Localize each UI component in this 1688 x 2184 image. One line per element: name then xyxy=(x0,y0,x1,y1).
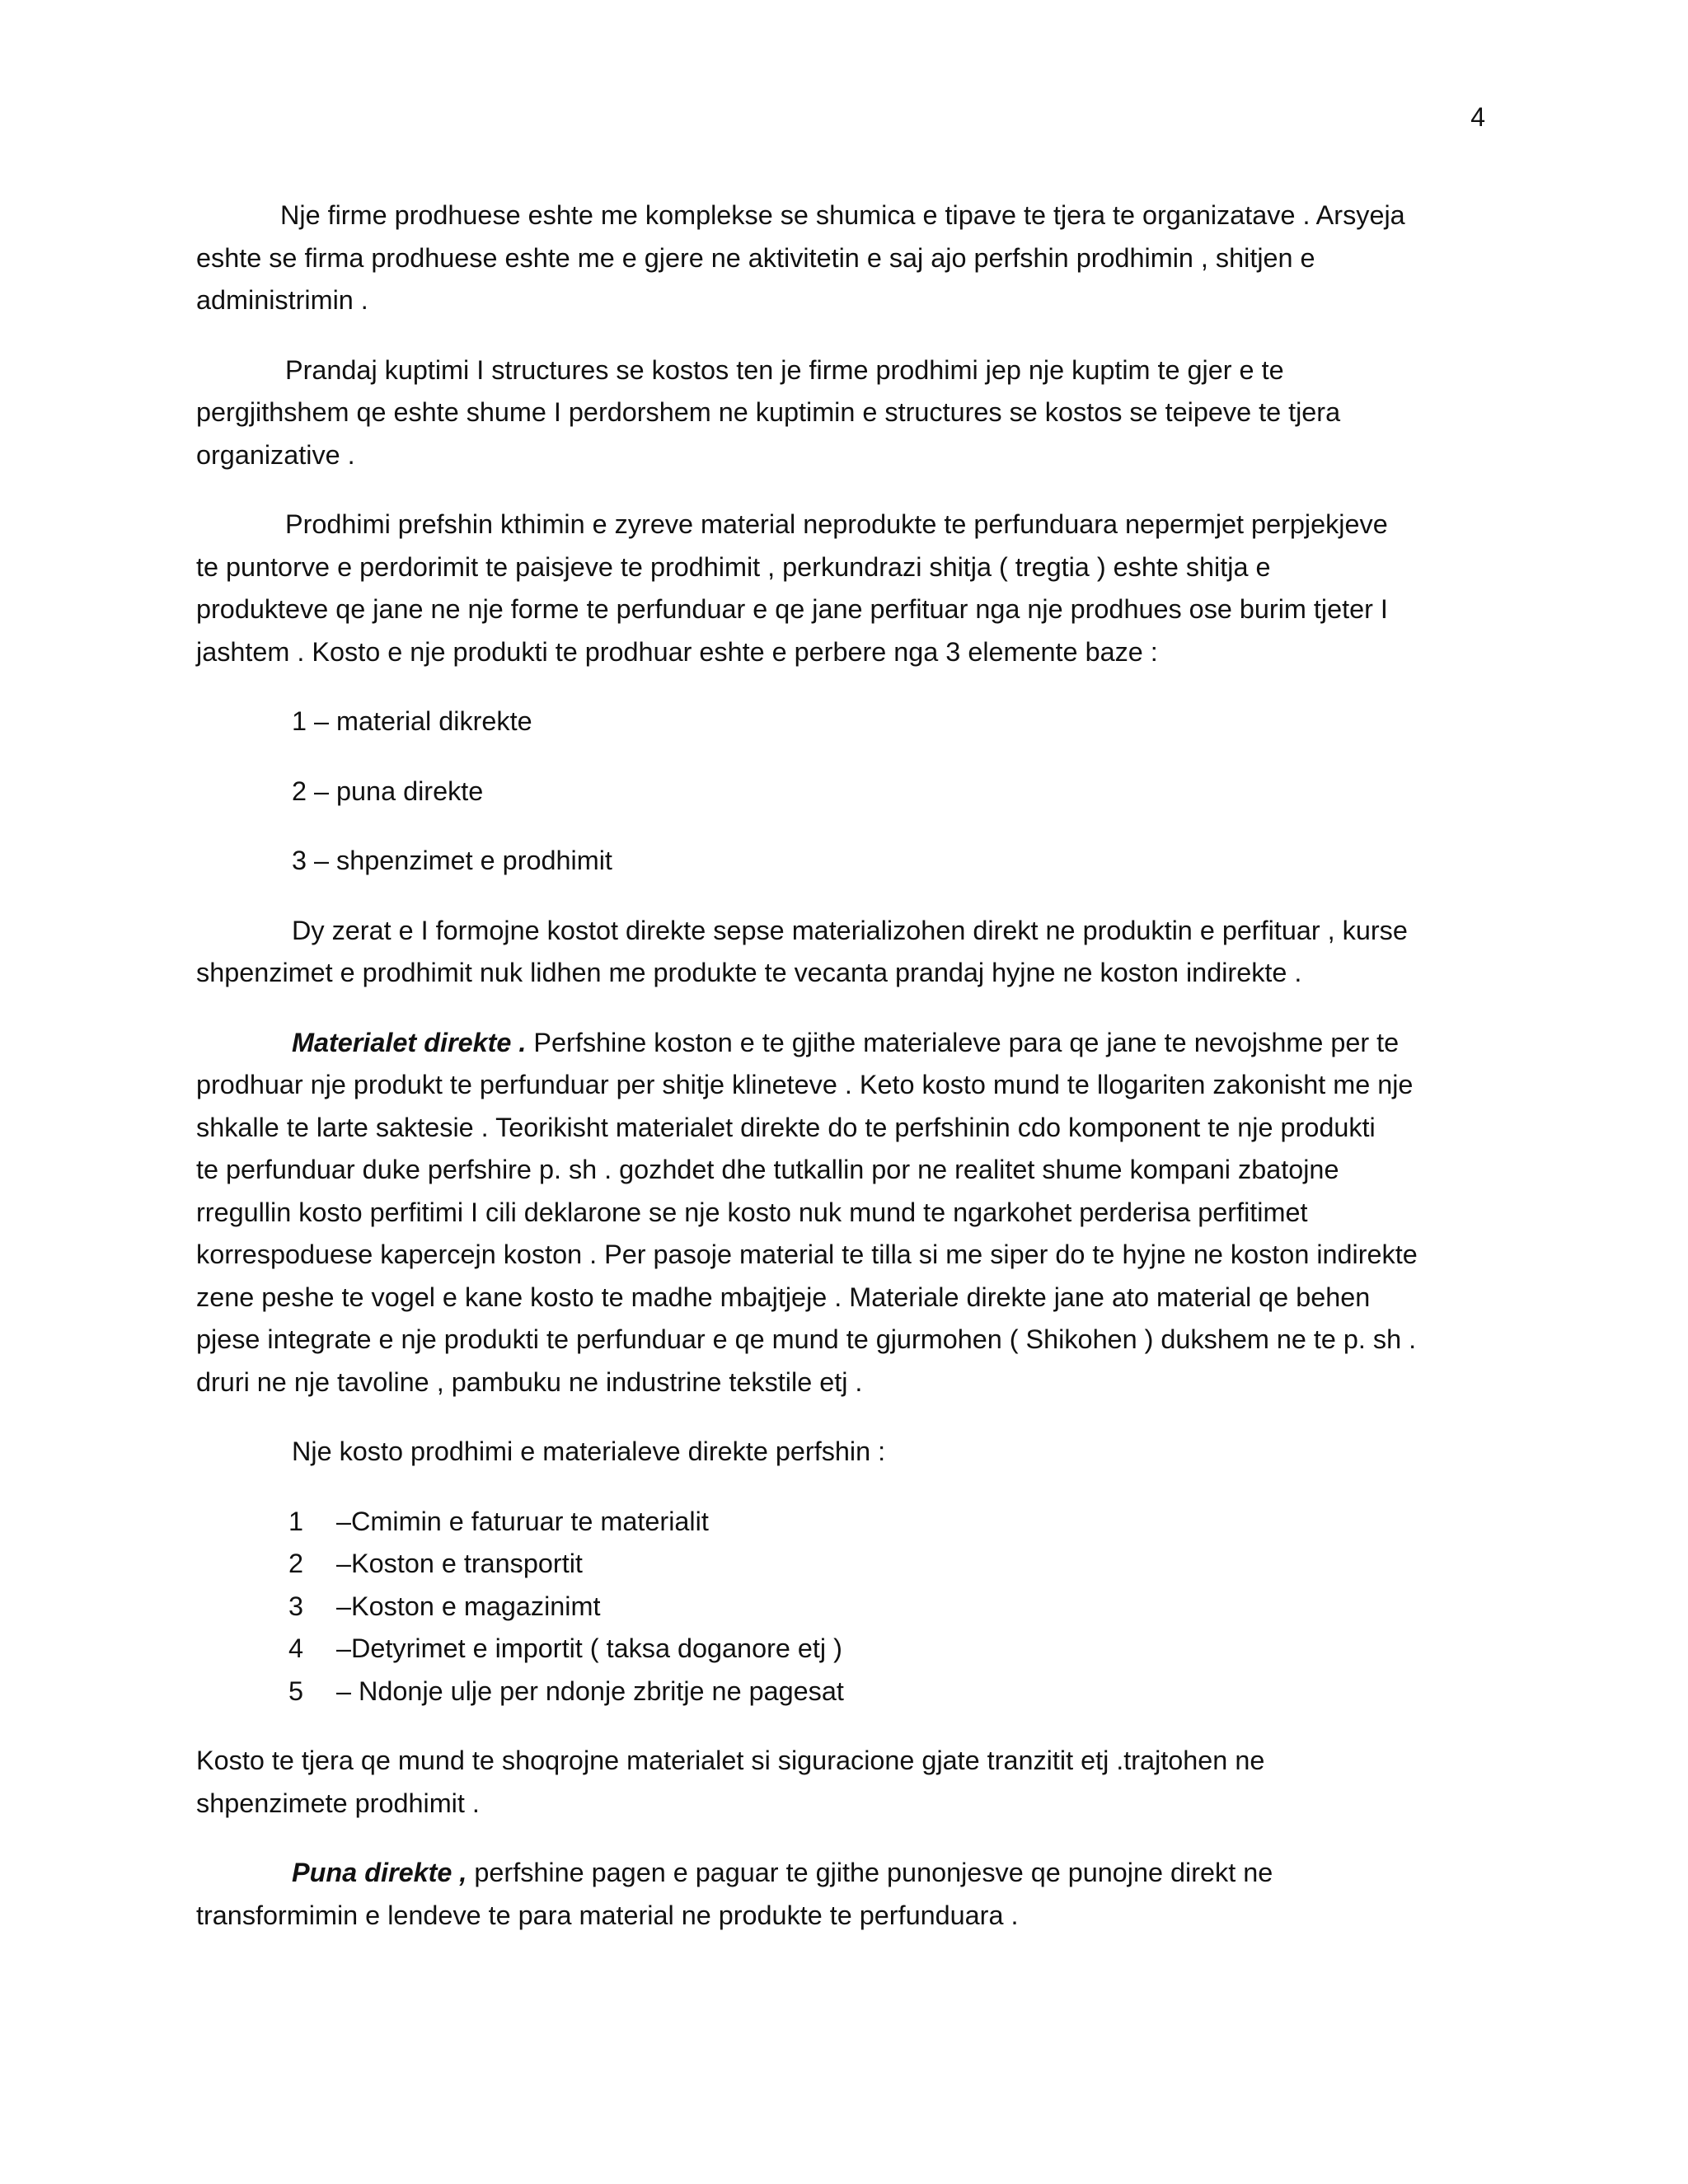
text-line: jashtem . Kosto e nje produkti te prodhuar eshte e perbere nga 3 elemente baze : xyxy=(196,636,1158,667)
cost-items-list xyxy=(196,1501,1497,1713)
text-line: Dy zerat e I formojne kostot direkte sepse materializohen direkt ne produktin e perfituar , kurse xyxy=(292,915,1408,945)
text-line: administrimin . xyxy=(196,285,368,315)
list-number: 1 xyxy=(288,1506,304,1536)
text-span: Perfshine koston e te gjithe materialeve para qe jane te nevojshme per te xyxy=(526,1027,1400,1057)
paragraph-other-costs xyxy=(196,1740,1497,1825)
text-line: pjese integrate e nje produkti te perfunduar e qe mund te gjurmohen ( Shikohen ) dukshem ne te p. sh . xyxy=(196,1324,1417,1354)
element-item-1: 1 – material dikrekte xyxy=(292,706,532,736)
paragraph-direct-materials xyxy=(196,1022,1497,1404)
list-item xyxy=(196,1543,1497,1586)
text-line: shpenzimet e prodhimit nuk lidhen me produkte te vecanta prandaj hyjne ne koston indirekte . xyxy=(196,958,1302,987)
text-line: Kosto te tjera qe mund te shoqrojne materialet si siguracione gjate tranzitit etj .trajtohen ne xyxy=(196,1746,1265,1775)
list-item xyxy=(196,1671,1497,1713)
paragraph-cost-intro xyxy=(196,1431,1497,1474)
list-number: 5 xyxy=(288,1675,304,1706)
text-line: druri ne nje tavoline , pambuku ne industrine tekstile etj . xyxy=(196,1366,863,1397)
text-line: pergjithshem qe eshte shume I perdorshem ne kuptimin e structures se kostos se teipeve te tjera xyxy=(196,397,1341,427)
list-item xyxy=(196,1501,1497,1544)
section-heading-materials: Materialet direkte . xyxy=(292,1027,527,1057)
list-item xyxy=(196,1586,1497,1629)
text-line: Nje firme prodhuese eshte me komplekse se shumica e tipave te tjera te organizatave . Arsyeja xyxy=(280,200,1405,230)
text-line xyxy=(196,1852,1497,1895)
text-line: eshte se firma prodhuese eshte me e gjere ne aktivitetin e saj ajo perfshin prodhimin , shitjen e xyxy=(196,242,1315,273)
list-text: –Detyrimet e importit ( taksa doganore etj ) xyxy=(336,1633,842,1663)
text-line: Prodhimi prefshin kthimin e zyreve material neprodukte te perfunduara nepermjet perpjekjeve xyxy=(285,509,1388,539)
text-line: korrespoduese kapercejn koston . Per pasoje material te tilla si me siper do te hyjne ne koston indirekte xyxy=(196,1240,1418,1269)
page-number: 4 xyxy=(1470,102,1485,132)
paragraph-direct-labor xyxy=(196,1852,1497,1937)
text-line: organizative . xyxy=(196,439,355,470)
paragraph-production xyxy=(196,504,1497,673)
text-span: perfshine pagen e paguar te gjithe punonjesve qe punojne direkt ne xyxy=(467,1858,1273,1887)
list-number: 2 xyxy=(288,1549,304,1578)
text-line: Prandaj kuptimi I structures se kostos ten je firme prodhimi jep nje kuptim te gjer e te xyxy=(285,354,1284,385)
element-item-3: 3 – shpenzimet e prodhimit xyxy=(292,846,612,875)
text-line: shkalle te larte saktesie . Teorikisht materialet direkte do te perfshinin cdo komponent te nje produkti xyxy=(196,1112,1376,1142)
text-line: rregullin kosto perfitimi I cili deklarone se nje kosto nuk mund te ngarkohet perderisa perfitimet xyxy=(196,1197,1308,1227)
list-text: –Cmimin e faturuar te materialit xyxy=(336,1506,709,1536)
text-line: zene peshe te vogel e kane kosto te madhe mbajtjeje . Materiale direkte jane ato material qe behen xyxy=(196,1282,1371,1312)
list-text: –Koston e transportit xyxy=(336,1549,583,1578)
document-body xyxy=(196,194,1497,1964)
text-line: prodhuar nje produkt te perfunduar per shitje klineteve . Keto kosto mund te llogariten zakonisht me nje xyxy=(196,1070,1414,1099)
text-line xyxy=(196,1022,1497,1065)
text-line: transformimin e lendeve te para material ne produkte te perfunduara . xyxy=(196,1900,1019,1930)
paragraph-direct-costs xyxy=(196,910,1497,995)
text-line: te puntorve e perdorimit te paisjeve te prodhimit , perkundrazi shitja ( tregtia ) eshte shitja e xyxy=(196,551,1271,582)
text-line: Nje kosto prodhimi e materialeve direkte perfshin : xyxy=(292,1436,886,1466)
paragraph-intro xyxy=(196,194,1497,322)
text-line: te perfunduar duke perfshire p. sh . gozhdet dhe tutkallin por ne realitet shume kompani zbatojne xyxy=(196,1155,1339,1184)
text-line: produkteve qe jane ne nje forme te perfunduar e qe jane perfituar nga nje prodhues ose burim tjeter I xyxy=(196,594,1388,624)
list-text: – Ndonje ulje per ndonje zbritje ne pagesat xyxy=(336,1675,844,1706)
list-item xyxy=(196,1628,1497,1671)
list-number: 3 xyxy=(288,1591,304,1621)
section-heading-labor: Puna direkte , xyxy=(292,1858,467,1887)
list-text: –Koston e magazinimt xyxy=(336,1591,601,1621)
element-item-2: 2 – puna direkte xyxy=(292,776,484,806)
list-number: 4 xyxy=(288,1633,304,1663)
text-line: shpenzimete prodhimit . xyxy=(196,1788,480,1818)
paragraph-structure xyxy=(196,349,1497,477)
